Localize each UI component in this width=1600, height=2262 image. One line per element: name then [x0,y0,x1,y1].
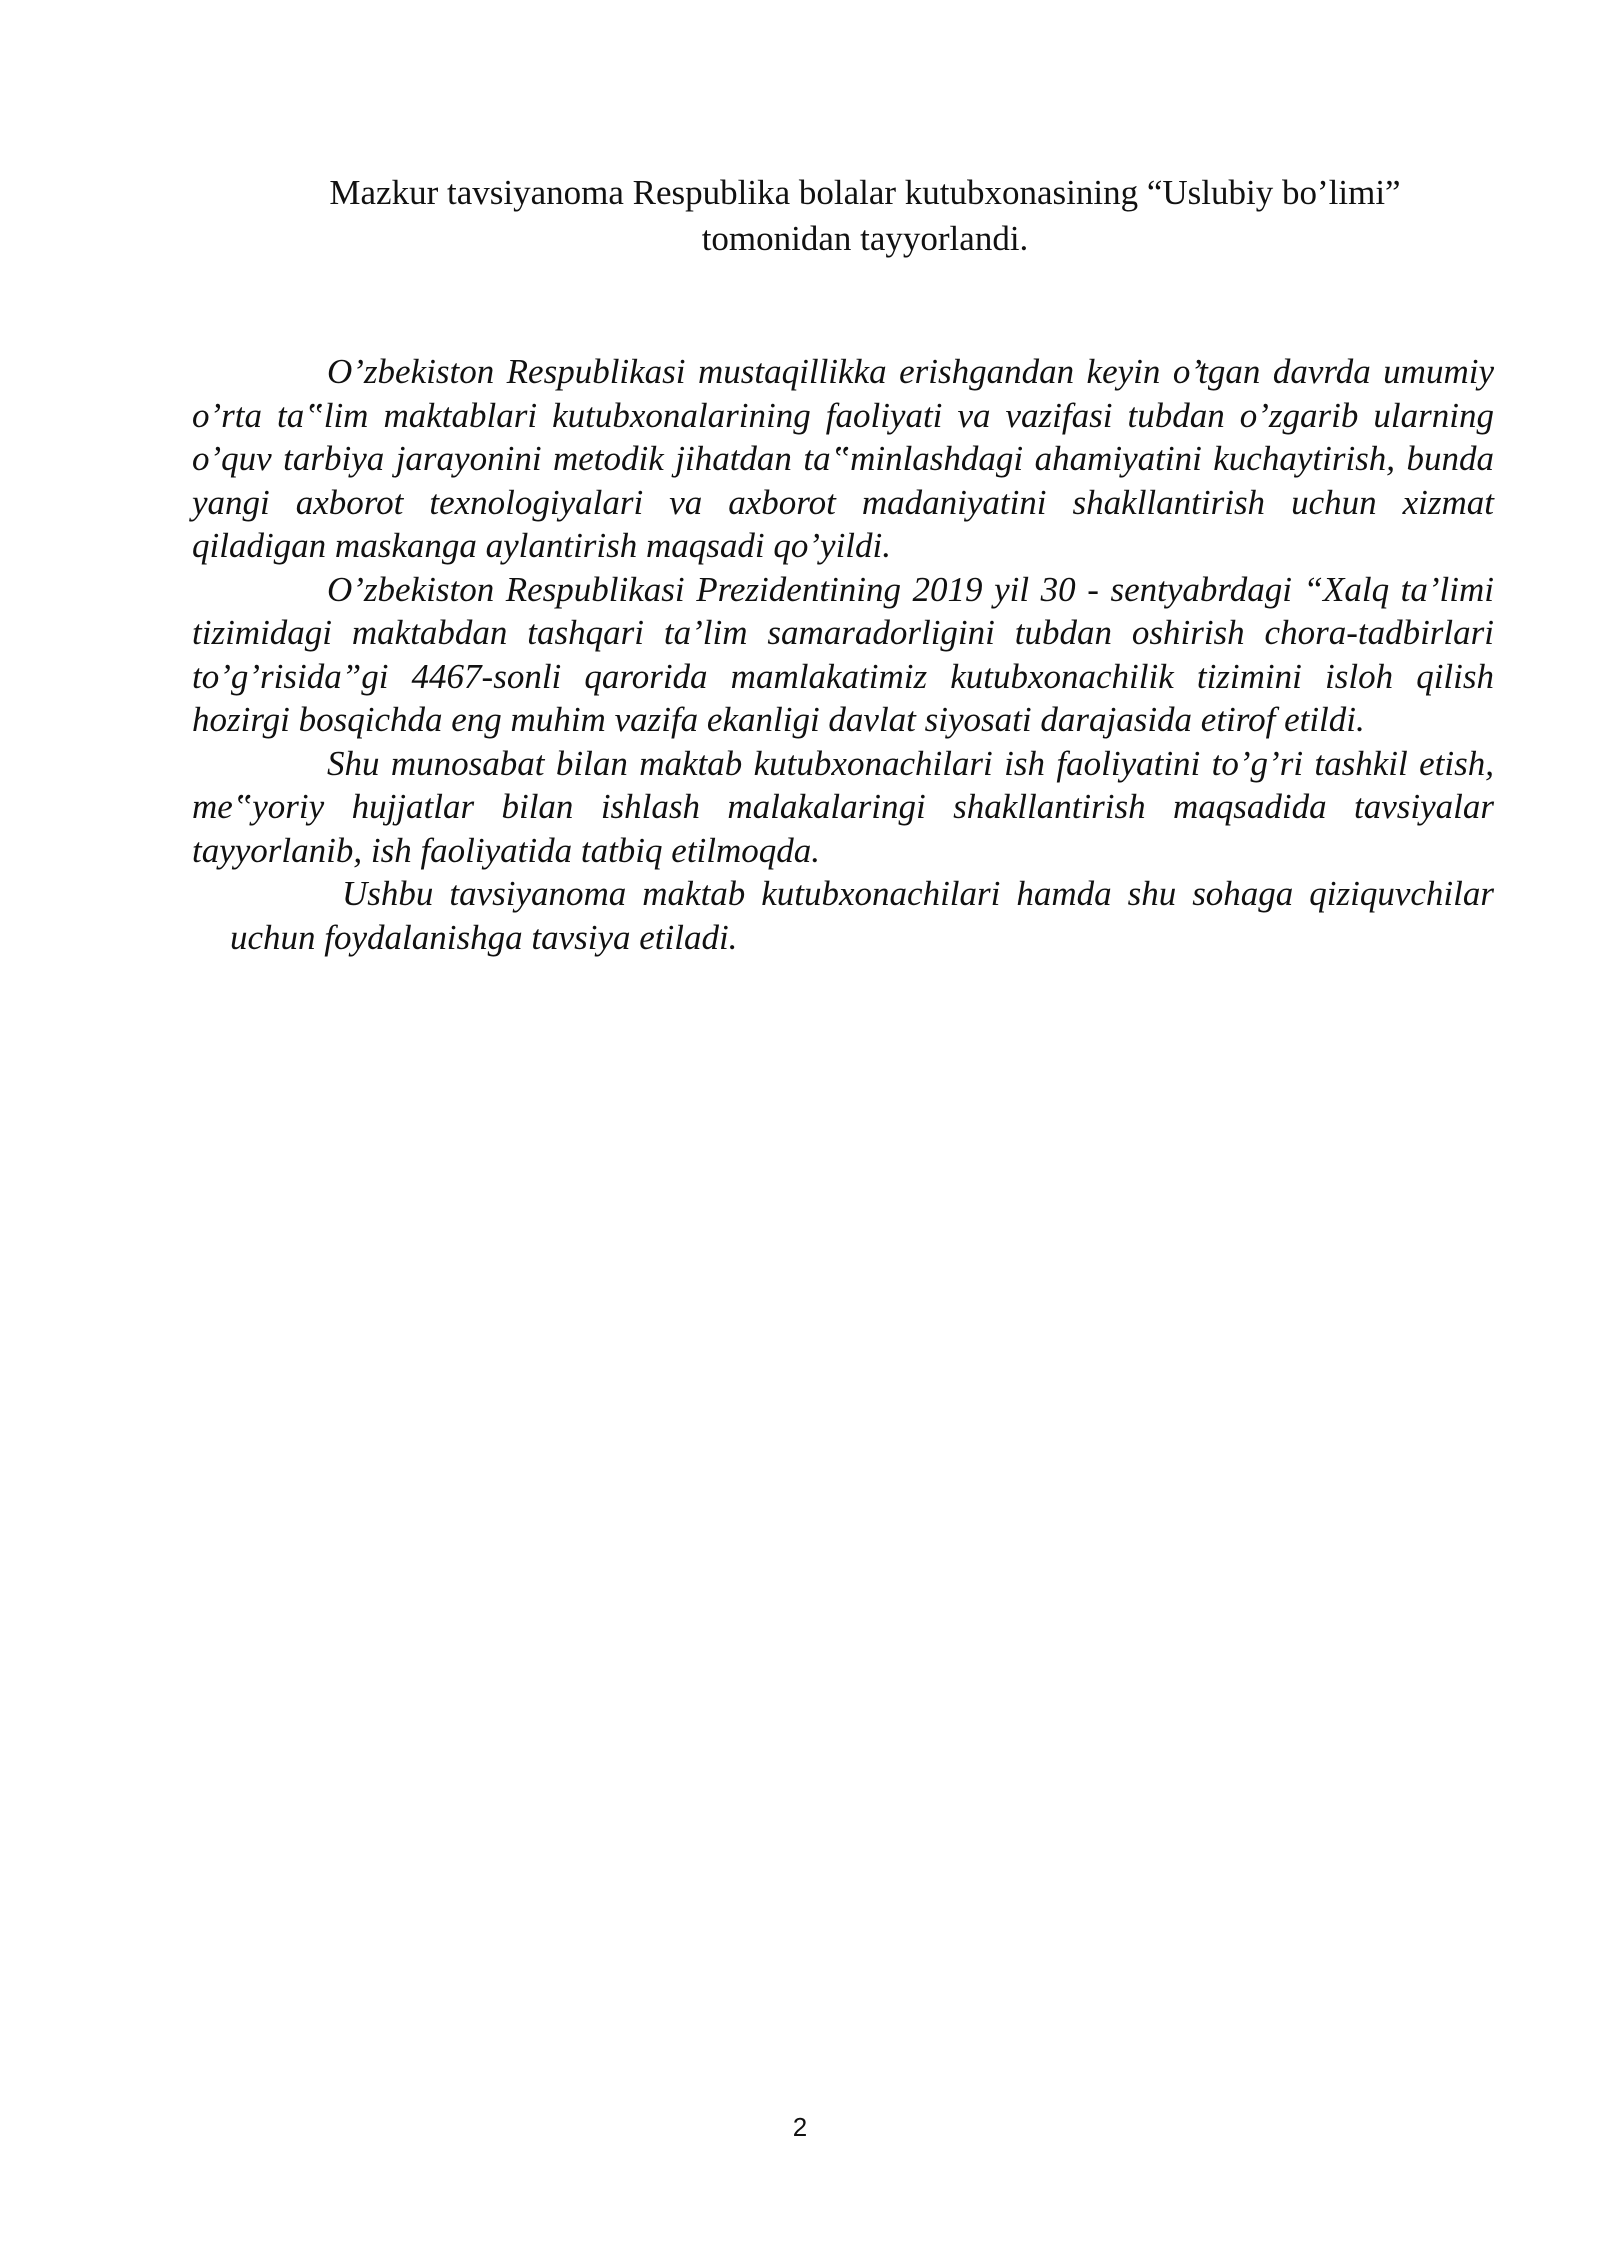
heading-line-1: Mazkur tavsiyanoma Respublika bolalar kutubxonasining “Uslubiy bo’limi” [329,173,1401,212]
heading-line-2: tomonidan tayyorlandi. [701,219,1029,258]
paragraph-1: O’zbekiston Respublikasi mustaqillikka erishgandan keyin o’tgan davrda umumiy o’rta ta‟lim maktablari kutubxonalarining faoliyati va vazifasi tubdan o’zgarib ularning o’quv tarbiya jarayonini metodik jihatdan ta‟minlashdagi ahamiyatini kuchaytirish, bunda yangi axborot texnologiyalari va axborot madaniyatini shakllantirish uchun xizmat qiladigan maskanga aylantirish maqsadi qo’yildi. [192,352,1494,565]
paragraph-4: Ushbu tavsiyanoma maktab kutubxonachilari hamda shu sohaga qiziquvchilar uchun foydalanishga tavsiya etiladi. [230,874,1494,957]
page-heading [190,170,1540,262]
body-text [192,350,1494,959]
paragraph-3: Shu munosabat bilan maktab kutubxonachilari ish faoliyatini to’g’ri tashkil etish, me‟yoriy hujjatlar bilan ishlash malakalaringi shakllantirish maqsadida tavsiyalar tayyorlanib, ish faoliyatida tatbiq etilmoqda. [192,743,1494,870]
paragraph-2: O’zbekiston Respublikasi Prezidentining 2019 yil 30 - sentyabrdagi “Xalq ta’limi tizimidagi maktabdan tashqari ta’lim samaradorligini tubdan oshirish chora-tadbirlari to’g’risida”gi 4467-sonli qarorida mamlakatimiz kutubxonachilik tizimini isloh qilish hozirgi bosqichda eng muhim vazifa ekanligi davlat siyosati darajasida etirof etildi. [192,569,1494,739]
page-number: 2 [792,2112,808,2142]
